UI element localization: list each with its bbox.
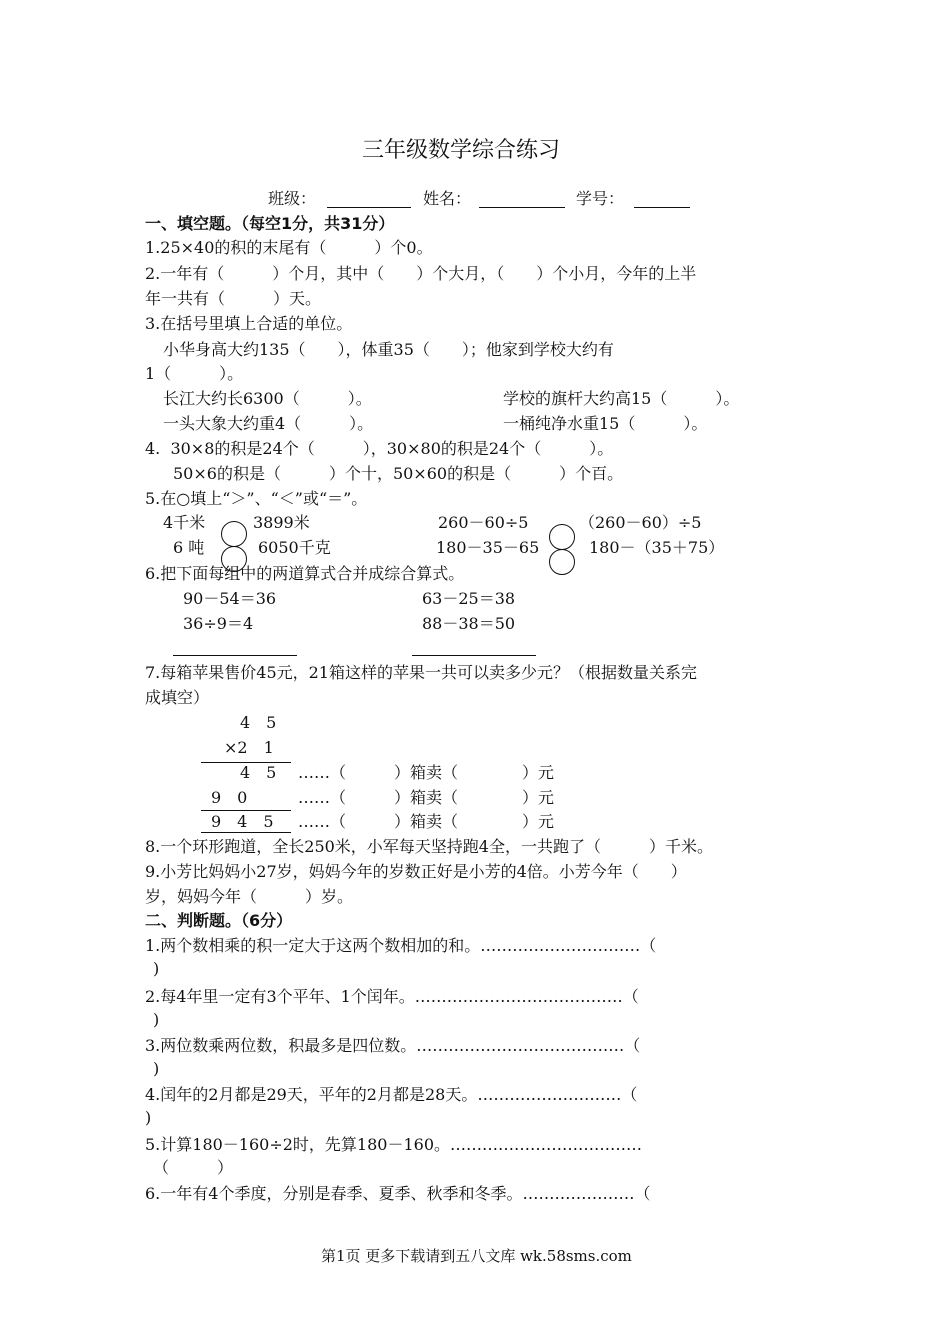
judge-item-2: 2.每4年里一定有3个平年、1个闰年。…………………………………（	[145, 987, 639, 1006]
q3-line2: 1（ ）。	[145, 364, 244, 383]
q3: 3.在括号里填上合适的单位。	[145, 314, 353, 333]
judge-item-6: 6.一年有4个季度，分别是春季、夏季、秋季和冬季。…………………（	[145, 1184, 651, 1203]
q9-line2: 岁，妈妈今年（ ）岁。	[145, 887, 354, 906]
section-2-heading: 二、判断题。（6分）	[145, 911, 293, 930]
q1: 1.25×40的积的末尾有（ ）个0。	[145, 238, 433, 257]
page-title: 三年级数学综合练习	[362, 138, 561, 163]
q6-b2: 88－38＝50	[422, 614, 516, 633]
q5-row1-mid: 3899米	[253, 513, 310, 532]
calc-row3-fill: ……（ ）箱卖（ ）元	[298, 763, 555, 782]
q8: 8.一个环形跑道，全长250米，小军每天坚持跑4全，一共跑了（ ）千米。	[145, 837, 713, 856]
judge-item-4: 4.闰年的2月都是29天，平年的2月都是28天。………………………（	[145, 1085, 638, 1104]
q7-line2: 成填空）	[145, 688, 210, 707]
judge-item-5: 5.计算180－160÷2时，先算180－160。………………………………	[145, 1135, 643, 1154]
q7-line1: 7.每箱苹果售价45元，21箱这样的苹果一共可以卖多少元？（根据数量关系完	[145, 663, 697, 682]
q5-row2-left: 6 吨	[173, 538, 205, 557]
compare-circle[interactable]	[549, 549, 575, 575]
judge-item-4-close[interactable]: )	[145, 1108, 152, 1127]
section-1-heading: 一、填空题。（每空1分，共31分）	[145, 214, 395, 233]
name-label: 姓名：	[423, 189, 472, 208]
q6: 6.把下面每组中的两道算式合并成综合算式。	[145, 564, 465, 583]
q2-line1: 2.一年有（ ）个月，其中（ ）个大月，（ ）个小月，今年的上半	[145, 264, 697, 283]
compare-circle[interactable]	[221, 521, 247, 547]
calc-row4: 9 0	[211, 788, 248, 807]
q3-line4-right: 一桶纯净水重15（ ）。	[503, 414, 708, 433]
q5-row1-r1: 260－60÷5	[438, 513, 529, 532]
q6-answer-line-b[interactable]	[412, 655, 536, 656]
calc-row5-fill: ……（ ）箱卖（ ）元	[298, 812, 555, 831]
q4-line1: 4. 30×8的积是24个（ ），30×80的积是24个（ ）。	[145, 439, 614, 458]
judge-item-3: 3.两位数乘两位数，积最多是四位数。…………………………………（	[145, 1036, 641, 1055]
q3-line4-left: 一头大象大约重4（ ）。	[163, 414, 374, 433]
calc-rule	[201, 810, 291, 811]
calc-row3: 4 5	[240, 763, 277, 782]
judge-item-1: 1.两个数相乘的积一定大于这两个数相加的和。…………………………（	[145, 936, 657, 955]
calc-row2: ×2 1	[224, 738, 274, 757]
compare-circle[interactable]	[549, 524, 575, 550]
q3-line3-right: 学校的旗杆大约高15（ ）。	[503, 389, 740, 408]
q6-a1: 90－54＝36	[183, 589, 277, 608]
name-blank[interactable]	[479, 207, 565, 208]
q9-line1: 9.小芳比妈妈小27岁，妈妈今年的岁数正好是小芳的4倍。小芳今年（ ）	[145, 862, 687, 881]
q4-line2: 50×6的积是（ ）个十，50×60的积是（ ）个百。	[173, 464, 624, 483]
q5-row2-r1: 180－35－65	[436, 538, 540, 557]
id-blank[interactable]	[634, 207, 690, 208]
calc-row1: 4 5	[240, 713, 277, 732]
class-label: 班级：	[268, 189, 317, 208]
calc-rule	[201, 832, 291, 833]
q3-line1: 小华身高大约135（ ），体重35（ ）；他家到学校大约有	[163, 340, 614, 359]
q3-line3-left: 长江大约长6300（ ）。	[163, 389, 372, 408]
q5-row1-left: 4千米	[163, 513, 206, 532]
q6-a2: 36÷9＝4	[183, 614, 254, 633]
calc-row5: 9 4 5	[211, 812, 274, 831]
judge-item-2-close[interactable]: )	[153, 1010, 160, 1029]
judge-item-3-close[interactable]: )	[153, 1059, 160, 1078]
calc-row4-fill: ……（ ）箱卖（ ）元	[298, 788, 555, 807]
page-footer: 第1页 更多下载请到五八文库 wk.58sms.com	[321, 1247, 632, 1265]
q2-line2: 年一共有（ ）天。	[145, 289, 322, 308]
q5-row2-r2: 180－（35＋75）	[589, 538, 725, 557]
id-label: 学号：	[576, 189, 625, 208]
q6-answer-line-a[interactable]	[173, 655, 297, 656]
q5: 5.在○填上“＞”、“＜”或“＝”。	[145, 489, 368, 508]
q6-b1: 63－25＝38	[422, 589, 516, 608]
q5-row1-r2: （260－60）÷5	[579, 513, 702, 532]
judge-item-1-close[interactable]: )	[153, 959, 160, 978]
judge-item-5-close[interactable]: （ ）	[153, 1158, 234, 1177]
class-blank[interactable]	[327, 207, 411, 208]
q5-row2-mid: 6050千克	[258, 538, 331, 557]
